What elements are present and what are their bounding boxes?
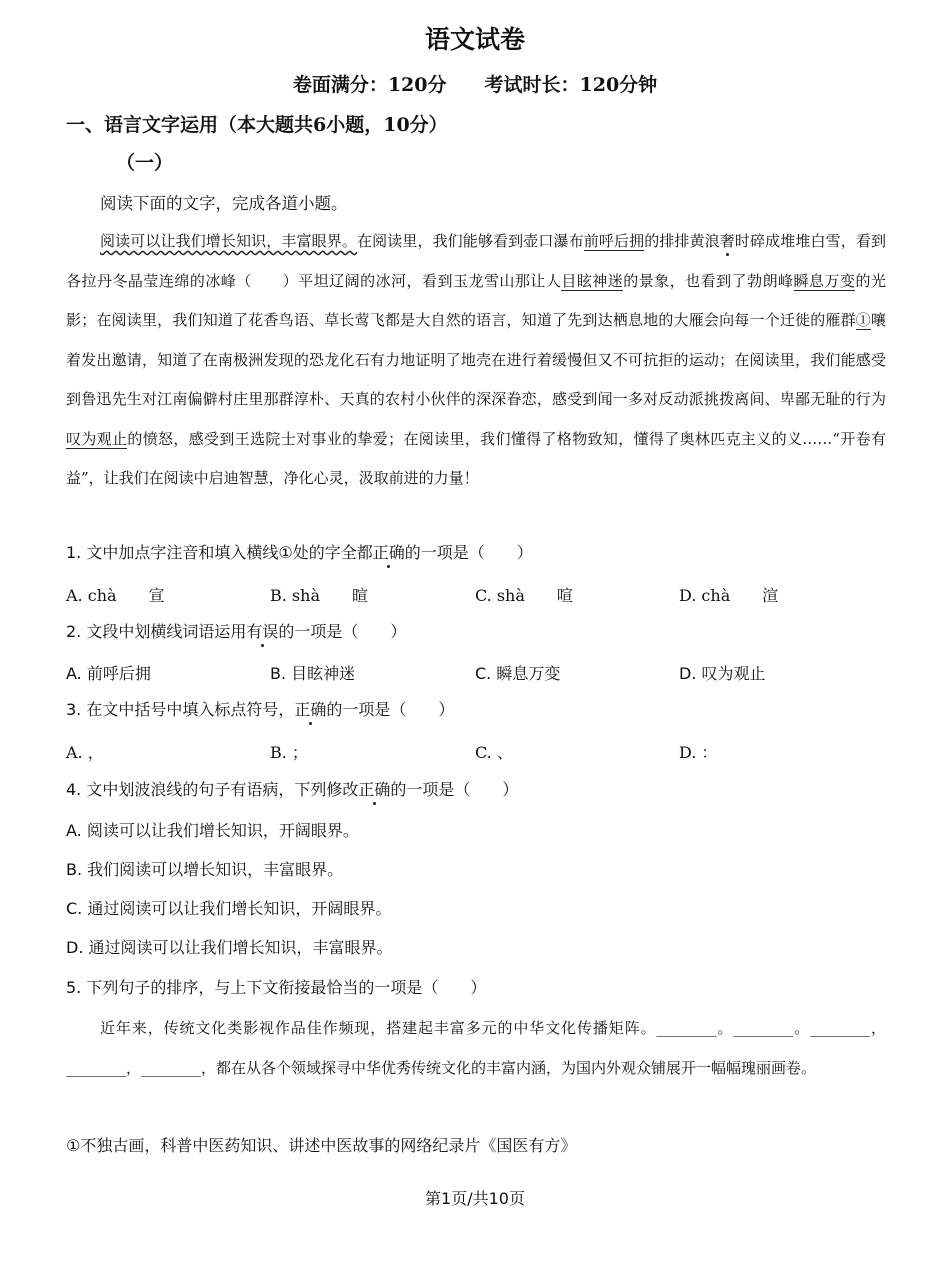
question-stem: 的一项是（ ） xyxy=(326,700,455,719)
passage-text: 的景象，也看到了勃朗峰 xyxy=(623,271,794,290)
question-1 xyxy=(66,540,533,563)
passage-text: 嚷着发出邀请，知道了在南极洲发现的恐龙化石有力地证明了地壳在进行着缓慢但又不可抗拒的运动；在阅读里，我们能感受到鲁迅先生对江南偏僻村庄里那群淳朴、天真的农村小伙伴的深深眷恋，感受到闻一多对反动派挑拨离间、卑鄙无耻的行为 xyxy=(66,311,886,408)
question-5-passage: 近年来，传统文化类影视作品佳作频现，搭建起丰富多元的中华文化传播矩阵。________。________。________，________，________，都在从各个领域探寻中华优秀传统文化的丰富内涵，为国内外观众铺展开一幅幅瑰丽画卷。 xyxy=(66,1019,886,1077)
q2-option-c: C. 瞬息万变 xyxy=(475,664,561,683)
passage-text: 时碎成堆堆白雪，看到各拉丹冬晶莹连绵的冰峰（ ）平坦辽阔的冰河，看到玉龙雪山那让人 xyxy=(66,232,886,290)
subsection-heading: （一） xyxy=(116,152,174,174)
question-stem: 的一项是（ ） xyxy=(390,780,519,799)
q4-option-d: D. 通过阅读可以让我们增长知识，丰富眼界。 xyxy=(66,938,393,957)
underlined-term-4: 叹为观止 xyxy=(66,429,128,448)
reading-instruction: 阅读下面的文字，完成各道小题。 xyxy=(100,194,348,213)
q2-option-b: B. 目眩神迷 xyxy=(270,664,356,683)
q1-option-d: D. chà 渲 xyxy=(679,586,779,605)
question-stem: 的一项是（ ） xyxy=(404,543,533,562)
emphasis-dotted: 有误 xyxy=(246,622,279,641)
question-stem: 2. 文段中划横线词语运用 xyxy=(66,622,247,641)
dotted-char: 奢 xyxy=(719,232,735,250)
question-3 xyxy=(66,697,454,720)
blank-1: ① xyxy=(855,311,871,329)
exam-duration: 考试时长：120分钟 xyxy=(484,74,658,96)
q1-option-c: C. shà 喧 xyxy=(475,586,573,605)
emphasis-dotted: 正确 xyxy=(372,543,405,562)
question-stem: 3. 在文中括号中填入标点符号， xyxy=(66,700,295,719)
question-stem: 4. 文中划波浪线的句子有语病，下列修改 xyxy=(66,780,359,799)
emphasis-dotted: 正确 xyxy=(294,700,327,719)
q4-option-c: C. 通过阅读可以让我们增长知识，开阔眼界。 xyxy=(66,899,392,918)
reading-passage xyxy=(66,222,886,499)
underlined-term-1: 前呼后拥 xyxy=(583,232,645,250)
q4-option-b: B. 我们阅读可以增长知识，丰富眼界。 xyxy=(66,860,344,879)
passage-text: 的愤怒，感受到王选院士对事业的挚爱；在阅读里，我们懂得了格物致知，懂得了奥林匹克主义的义……“开卷有益”，让我们在阅读中启迪智慧，净化心灵，汲取前进的力量！ xyxy=(66,429,886,487)
exam-title: 语文试卷 xyxy=(424,25,525,54)
question-2 xyxy=(66,619,406,642)
underlined-term-3: 瞬息万变 xyxy=(793,271,856,290)
exam-info xyxy=(0,70,950,97)
question-stem: 的一项是（ ） xyxy=(278,622,407,641)
section-heading: 一、语言文字运用（本大题共6小题，10分） xyxy=(66,114,448,136)
q3-option-a: A. ， xyxy=(66,743,104,762)
underlined-term-2: 目眩神迷 xyxy=(561,271,624,290)
passage-text: 在阅读里，我们能够看到壶口瀑布 xyxy=(356,232,584,250)
page-number: 第1页/共10页 xyxy=(425,1189,525,1208)
q1-option-a: A. chà 宣 xyxy=(66,586,165,605)
question-stem: 1. 文中加点字注音和填入横线①处的字全都 xyxy=(66,543,373,562)
question-4 xyxy=(66,777,518,800)
wavy-sentence: 阅读可以让我们增长知识，丰富眼界。 xyxy=(100,232,357,250)
emphasis-dotted: 正确 xyxy=(358,780,391,799)
passage-text: 的排排黄浪 xyxy=(644,232,720,250)
q1-option-b: B. shà 暄 xyxy=(270,586,368,605)
q3-option-c: C. 、 xyxy=(475,743,513,762)
sentence-option-1: ①不独古画，科普中医药知识、讲述中医故事的网络纪录片《国医有方》 xyxy=(66,1136,577,1155)
q2-option-d: D. 叹为观止 xyxy=(679,664,766,683)
q4-option-a: A. 阅读可以让我们增长知识，开阔眼界。 xyxy=(66,821,359,840)
q2-option-a: A. 前呼后拥 xyxy=(66,664,151,683)
full-score: 卷面满分：120分 xyxy=(292,74,447,96)
q3-option-d: D. ： xyxy=(679,743,718,762)
q3-option-b: B. ； xyxy=(270,743,308,762)
question-5: 5. 下列句子的排序，与上下文衔接最恰当的一项是（ ） xyxy=(66,978,487,997)
passage-text: 的光影；在阅读里，我们知道了花香鸟语、草长莺飞都是大自然的语言，知道了先到达栖息地的大雁会向每一个迁徙的雁群 xyxy=(66,271,886,329)
